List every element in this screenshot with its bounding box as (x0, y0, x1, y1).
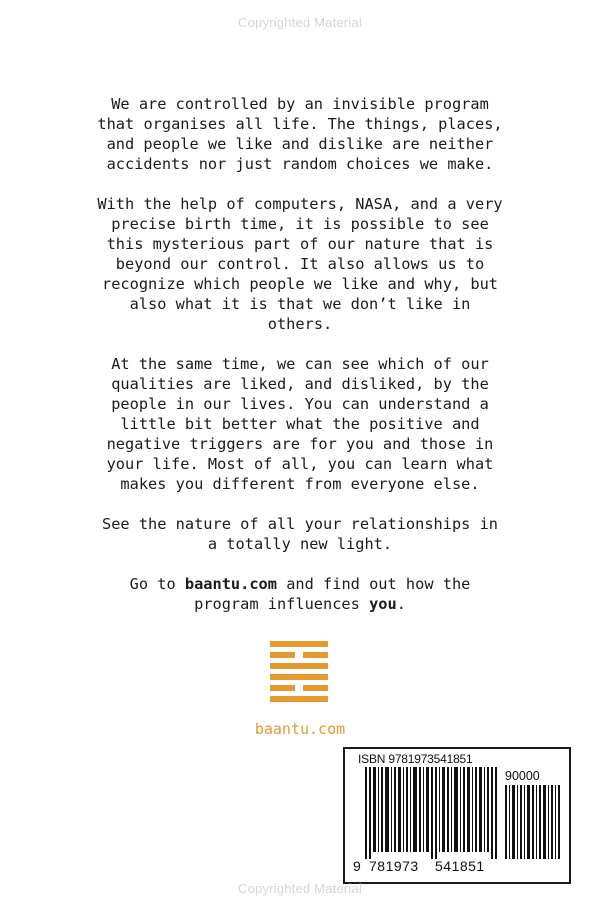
barcode-digits-group-1: 781973 (369, 858, 419, 874)
website-link: baantu.com (184, 575, 277, 593)
copyright-watermark-bottom: Copyrighted Material (238, 881, 362, 896)
paragraph-4: See the nature of all your relationships in a totally new light. (101, 515, 498, 553)
barcode-digit-first: 9 (353, 858, 362, 874)
hexagram-icon (270, 641, 328, 704)
paragraph-2: With the help of computers, NASA, and a very precise birth time, it is possible to see this mysterious part of our nature that is beyond our control. It also allows us to recognize which people we like and why, but also what it is that we don’t like in others. (97, 195, 503, 333)
paragraph-3: At the same time, we can see which of our qualities are liked, and disliked, by the people in our lives. You can understand a little bit better what the positive and negative triggers are for you and those in your life. Most of all, you can learn what makes you different from everyone else. (106, 355, 494, 493)
isbn-barcode (343, 747, 571, 884)
cta-prefix: Go to (129, 575, 185, 593)
barcode-digits-group-2: 541851 (435, 858, 485, 874)
price-code: 90000 (505, 769, 540, 783)
copyright-watermark-top: Copyrighted Material (238, 15, 362, 30)
emphasis-you: you (369, 595, 397, 613)
back-cover-text (80, 94, 520, 634)
isbn-label: ISBN 9781973541851 (358, 752, 473, 766)
logo-url: baantu.com (254, 720, 346, 738)
cta-suffix: . (396, 595, 406, 613)
paragraph-1: We are controlled by an invisible program that organises all life. The things, places, and people we like and dislike are neither accidents nor just random choices we make. (97, 95, 503, 173)
paragraph-5 (80, 574, 520, 614)
cta-middle: and find out how the program influences (194, 575, 471, 613)
